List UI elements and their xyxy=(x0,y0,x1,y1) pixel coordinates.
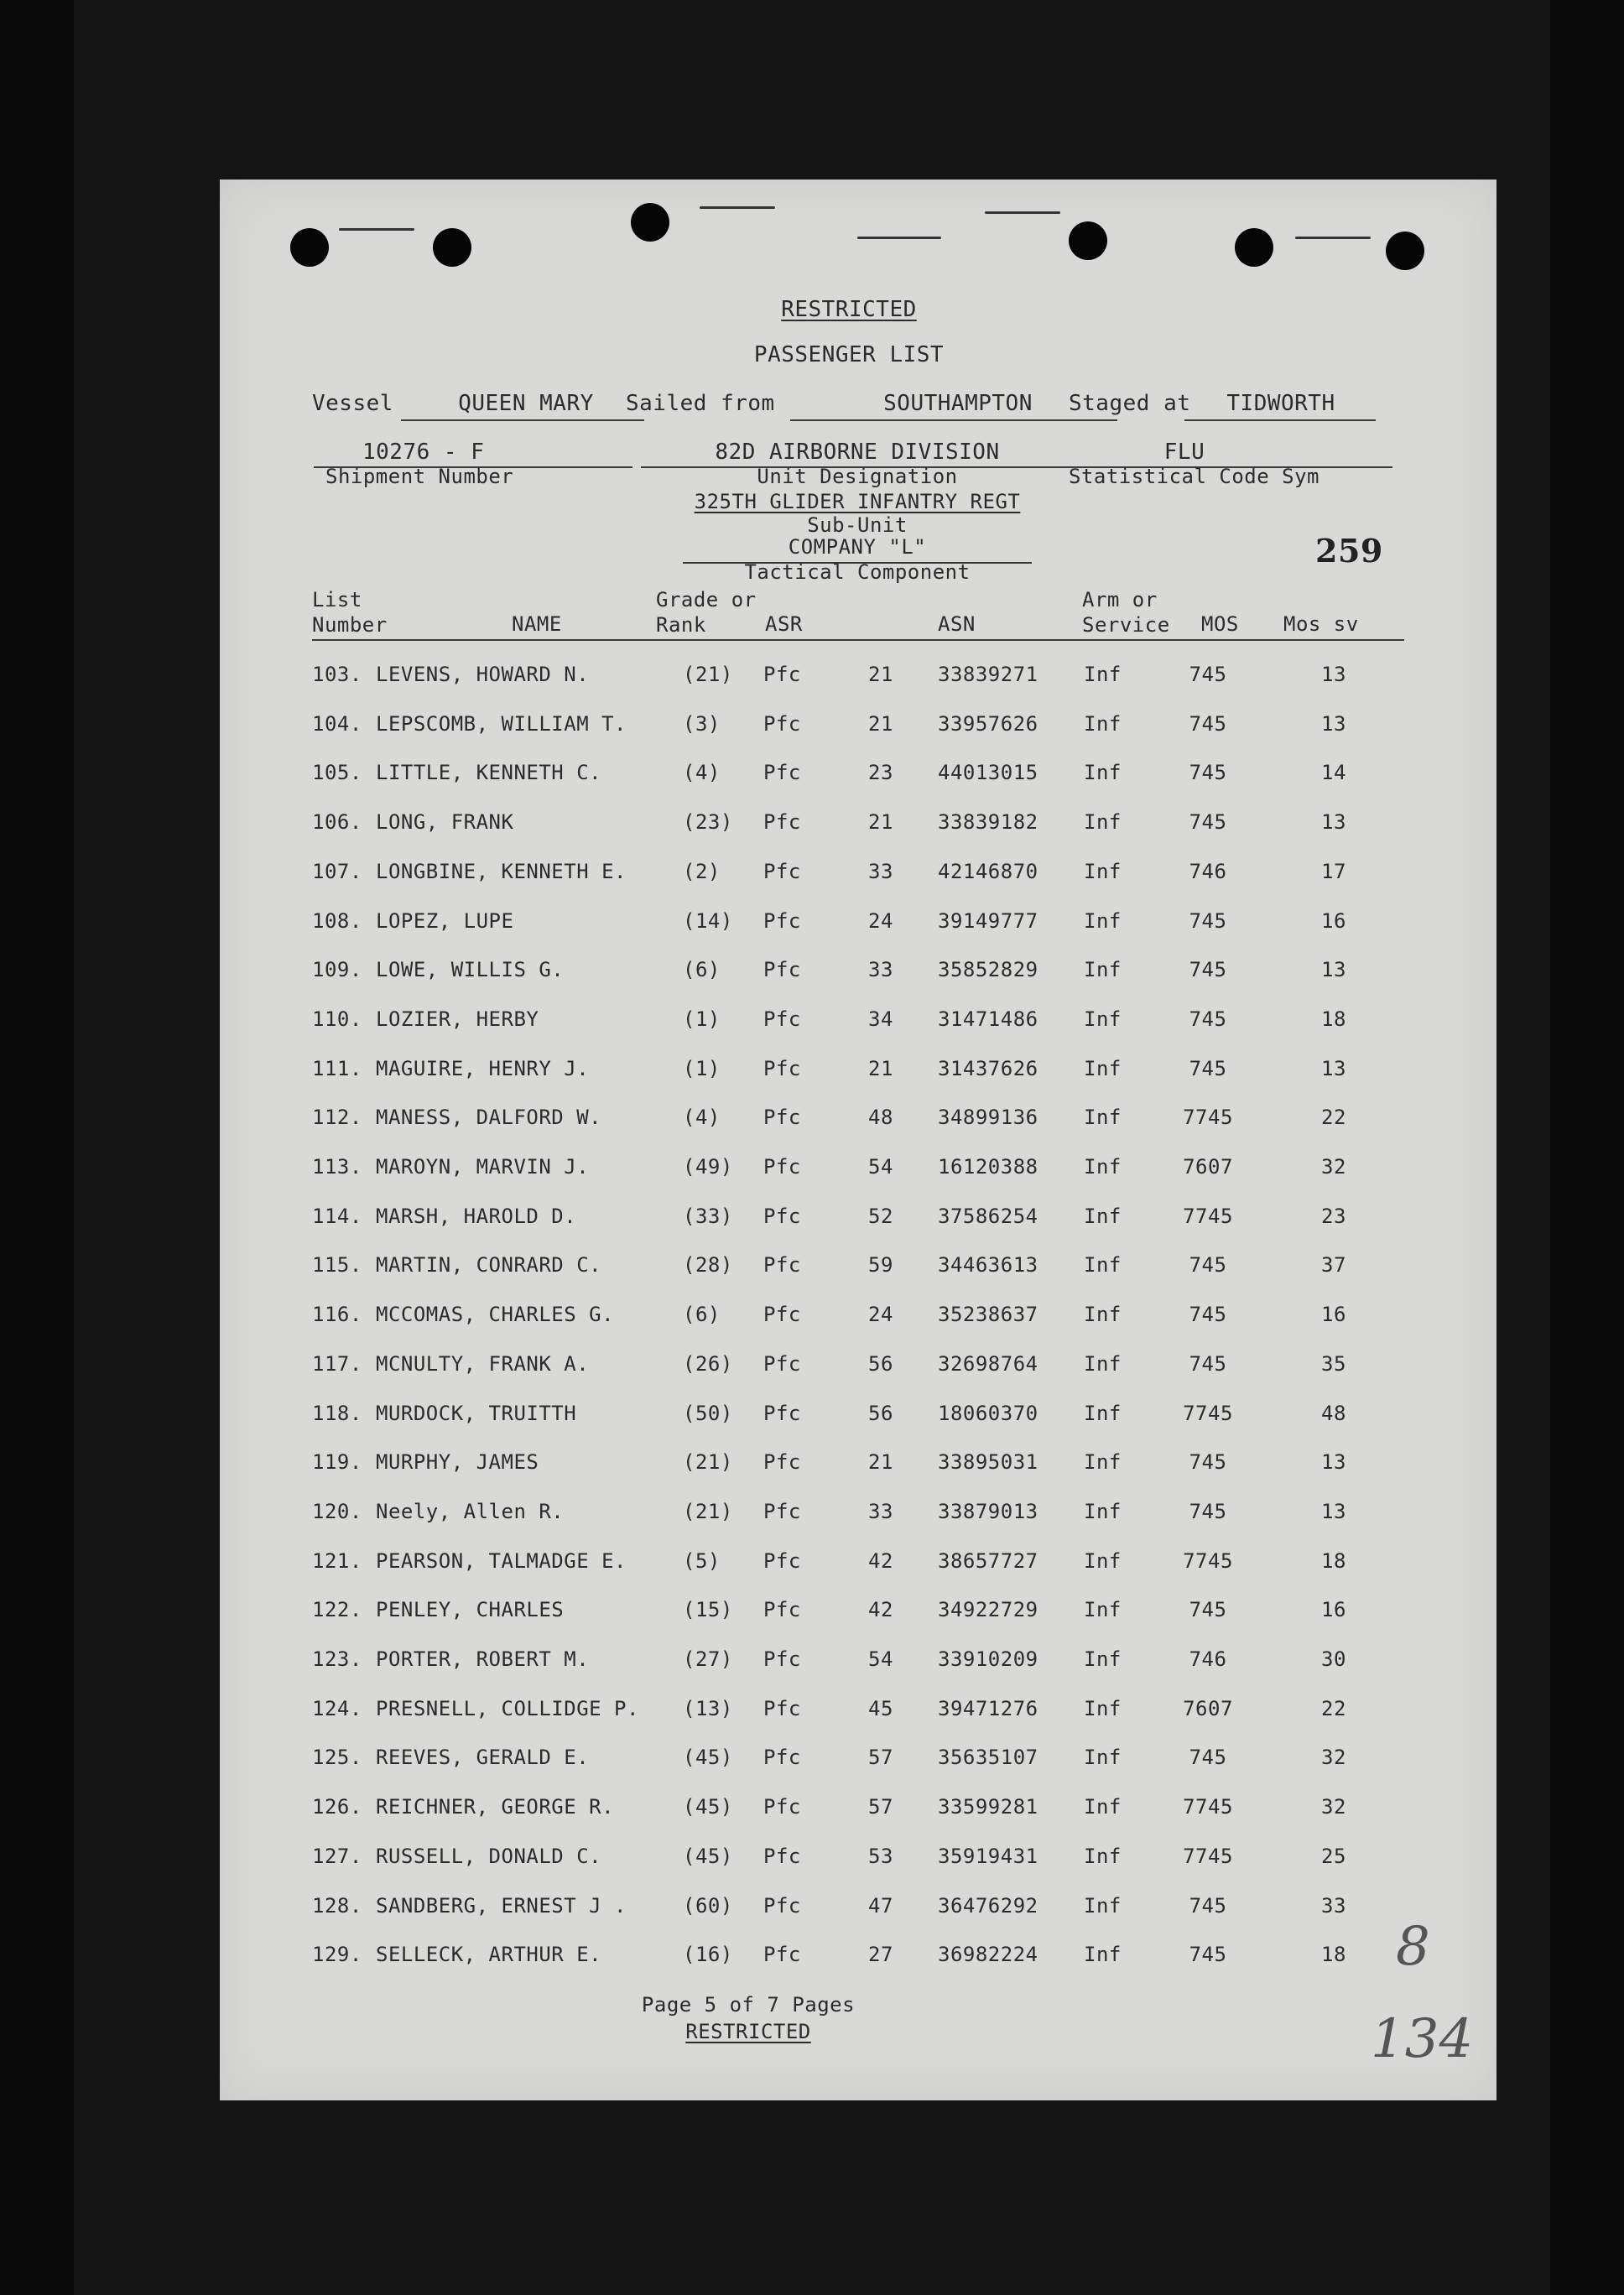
mos-sv: 37 xyxy=(1321,1253,1346,1278)
asn: 31471486 xyxy=(938,1007,1038,1031)
asr: 59 xyxy=(868,1253,893,1278)
arm: Inf xyxy=(1084,859,1122,883)
passenger-code: (2) xyxy=(683,859,721,883)
passenger-code: (6) xyxy=(683,958,721,982)
pen-mark xyxy=(857,237,941,239)
asr: 21 xyxy=(868,711,893,736)
grade: Pfc xyxy=(763,1844,801,1868)
mos: 746 xyxy=(1189,1647,1227,1671)
punch-hole xyxy=(631,203,669,242)
passenger-code: (16) xyxy=(683,1943,733,1967)
mos-sv: 13 xyxy=(1321,1499,1346,1523)
list-number: 117. xyxy=(312,1351,362,1376)
passenger-name: MAGUIRE, HENRY J. xyxy=(376,1056,590,1080)
mos: 745 xyxy=(1189,1893,1227,1918)
passenger-code: (27) xyxy=(683,1647,733,1671)
list-number: 105. xyxy=(312,761,362,785)
arm: Inf xyxy=(1084,1303,1122,1327)
list-number: 126. xyxy=(312,1795,362,1819)
grade: Pfc xyxy=(763,1401,801,1425)
grade: Pfc xyxy=(763,711,801,736)
mos: 7745 xyxy=(1183,1204,1233,1228)
list-number: 129. xyxy=(312,1943,362,1967)
list-number: 107. xyxy=(312,859,362,883)
asr: 34 xyxy=(868,1007,893,1031)
mos-sv: 13 xyxy=(1321,711,1346,736)
asr: 21 xyxy=(868,810,893,835)
list-number: 121. xyxy=(312,1548,362,1573)
vessel-label: Vessel xyxy=(312,391,393,416)
mos: 745 xyxy=(1189,711,1227,736)
arm: Inf xyxy=(1084,1893,1122,1918)
subunit-label: Sub-Unit xyxy=(807,513,908,537)
arm: Inf xyxy=(1084,1007,1122,1031)
asn: 35852829 xyxy=(938,958,1038,982)
list-number: 122. xyxy=(312,1598,362,1622)
mos: 745 xyxy=(1189,663,1227,686)
mos-sv: 16 xyxy=(1321,908,1346,933)
passenger-code: (60) xyxy=(683,1893,733,1918)
pen-mark xyxy=(339,228,414,231)
passenger-code: (21) xyxy=(683,1450,733,1475)
arm: Inf xyxy=(1084,1351,1122,1376)
grade: Pfc xyxy=(763,859,801,883)
mos-sv: 13 xyxy=(1321,958,1346,982)
asr: 52 xyxy=(868,1204,893,1228)
asr: 23 xyxy=(868,761,893,785)
asn: 44013015 xyxy=(938,761,1038,785)
asn: 33957626 xyxy=(938,711,1038,736)
asn: 34899136 xyxy=(938,1106,1038,1130)
asn: 33910209 xyxy=(938,1647,1038,1671)
passenger-code: (49) xyxy=(683,1155,733,1179)
punch-hole xyxy=(290,228,329,267)
mos: 7607 xyxy=(1183,1696,1233,1720)
passenger-name: PRESNELL, COLLIDGE P. xyxy=(376,1696,639,1720)
asr: 45 xyxy=(868,1696,893,1720)
passenger-code: (14) xyxy=(683,908,733,933)
mos: 7745 xyxy=(1183,1548,1233,1573)
pen-mark xyxy=(1295,237,1371,239)
grade: Pfc xyxy=(763,1795,801,1819)
passenger-name: REEVES, GERALD E. xyxy=(376,1746,590,1770)
arm: Inf xyxy=(1084,1844,1122,1868)
passenger-name: LONG, FRANK xyxy=(376,810,514,835)
asn: 38657727 xyxy=(938,1548,1038,1573)
grade: Pfc xyxy=(763,663,801,686)
mos-sv: 13 xyxy=(1321,1450,1346,1475)
punch-hole xyxy=(1069,221,1107,260)
passenger-name: LOZIER, HERBY xyxy=(376,1007,539,1031)
list-number: 109. xyxy=(312,958,362,982)
pen-mark xyxy=(985,211,1060,214)
arm: Inf xyxy=(1084,1696,1122,1720)
mos: 745 xyxy=(1189,761,1227,785)
pen-mark xyxy=(700,206,775,209)
asr: 53 xyxy=(868,1844,893,1868)
arm: Inf xyxy=(1084,1795,1122,1819)
list-number: 116. xyxy=(312,1303,362,1327)
page-stamp: 259 xyxy=(1315,532,1383,570)
mos-sv: 18 xyxy=(1321,1548,1346,1573)
mos: 7745 xyxy=(1183,1844,1233,1868)
arm: Inf xyxy=(1084,908,1122,933)
passenger-name: MARSH, HAROLD D. xyxy=(376,1204,577,1228)
grade: Pfc xyxy=(763,1155,801,1179)
arm: Inf xyxy=(1084,1548,1122,1573)
asr: 42 xyxy=(868,1548,893,1573)
passenger-code: (3) xyxy=(683,711,721,736)
asr: 54 xyxy=(868,1155,893,1179)
mos-sv: 23 xyxy=(1321,1204,1346,1228)
list-number: 125. xyxy=(312,1746,362,1770)
mos: 7745 xyxy=(1183,1795,1233,1819)
asr: 56 xyxy=(868,1351,893,1376)
grade: Pfc xyxy=(763,1696,801,1720)
col-list: List Number xyxy=(312,588,388,637)
list-number: 118. xyxy=(312,1401,362,1425)
passenger-code: (5) xyxy=(683,1548,721,1573)
arm: Inf xyxy=(1084,761,1122,785)
mos-sv: 13 xyxy=(1321,663,1346,686)
asn: 34922729 xyxy=(938,1598,1038,1622)
passenger-code: (26) xyxy=(683,1351,733,1376)
mos: 745 xyxy=(1189,1746,1227,1770)
col-arm: Arm or Service xyxy=(1082,588,1170,637)
passenger-name: MURPHY, JAMES xyxy=(376,1450,539,1475)
mos-sv: 25 xyxy=(1321,1844,1346,1868)
mos: 745 xyxy=(1189,908,1227,933)
mos: 745 xyxy=(1189,1253,1227,1278)
mos: 746 xyxy=(1189,859,1227,883)
passenger-code: (15) xyxy=(683,1598,733,1622)
passenger-name: MCNULTY, FRANK A. xyxy=(376,1351,590,1376)
tactical-label: Tactical Component xyxy=(744,560,971,584)
arm: Inf xyxy=(1084,1106,1122,1130)
passenger-name: LEVENS, HOWARD N. xyxy=(376,663,590,686)
list-number: 127. xyxy=(312,1844,362,1868)
mos: 745 xyxy=(1189,1351,1227,1376)
col-grade: Grade or Rank xyxy=(656,588,757,637)
grade: Pfc xyxy=(763,1943,801,1967)
mos-sv: 22 xyxy=(1321,1106,1346,1130)
mos-sv: 18 xyxy=(1321,1007,1346,1031)
grade: Pfc xyxy=(763,908,801,933)
asr: 33 xyxy=(868,1499,893,1523)
passenger-name: MARTIN, CONRARD C. xyxy=(376,1253,602,1278)
asn: 36476292 xyxy=(938,1893,1038,1918)
passenger-name: MANESS, DALFORD W. xyxy=(376,1106,602,1130)
staged-rule xyxy=(1184,419,1376,421)
mos-sv: 33 xyxy=(1321,1893,1346,1918)
staged-label: Staged at xyxy=(1069,391,1191,416)
mos-sv: 30 xyxy=(1321,1647,1346,1671)
passenger-code: (45) xyxy=(683,1795,733,1819)
asr: 57 xyxy=(868,1746,893,1770)
mos: 7745 xyxy=(1183,1401,1233,1425)
passenger-code: (45) xyxy=(683,1844,733,1868)
asn: 33879013 xyxy=(938,1499,1038,1523)
arm: Inf xyxy=(1084,711,1122,736)
punch-hole xyxy=(1386,232,1424,270)
list-number: 112. xyxy=(312,1106,362,1130)
asn: 32698764 xyxy=(938,1351,1038,1376)
division: 82D AIRBORNE DIVISION xyxy=(715,440,1000,465)
asn: 33839182 xyxy=(938,810,1038,835)
asn: 31437626 xyxy=(938,1056,1038,1080)
document-title: PASSENGER LIST xyxy=(753,342,945,367)
list-number: 103. xyxy=(312,663,362,686)
arm: Inf xyxy=(1084,1401,1122,1425)
asr: 27 xyxy=(868,1943,893,1967)
grade: Pfc xyxy=(763,1548,801,1573)
arm: Inf xyxy=(1084,1155,1122,1179)
grade: Pfc xyxy=(763,1746,801,1770)
grade: Pfc xyxy=(763,1007,801,1031)
mos: 745 xyxy=(1189,1007,1227,1031)
mos: 745 xyxy=(1189,1598,1227,1622)
grade: Pfc xyxy=(763,1253,801,1278)
list-number: 111. xyxy=(312,1056,362,1080)
grade: Pfc xyxy=(763,1106,801,1130)
arm: Inf xyxy=(1084,958,1122,982)
asr: 42 xyxy=(868,1598,893,1622)
asr: 56 xyxy=(868,1401,893,1425)
asn: 33839271 xyxy=(938,663,1038,686)
list-number: 120. xyxy=(312,1499,362,1523)
vessel-rule xyxy=(401,419,644,421)
passenger-name: REICHNER, GEORGE R. xyxy=(376,1795,615,1819)
asn: 33895031 xyxy=(938,1450,1038,1475)
restricted-footer: RESTRICTED xyxy=(685,2020,811,2043)
passenger-code: (21) xyxy=(683,1499,733,1523)
punch-hole xyxy=(1235,228,1273,267)
staged-value: TIDWORTH xyxy=(1226,391,1335,416)
arm: Inf xyxy=(1084,1204,1122,1228)
passenger-name: LEPSCOMB, WILLIAM T. xyxy=(376,711,627,736)
asr: 24 xyxy=(868,1303,893,1327)
asr: 21 xyxy=(868,1056,893,1080)
arm: Inf xyxy=(1084,1056,1122,1080)
list-number: 115. xyxy=(312,1253,362,1278)
grade: Pfc xyxy=(763,1647,801,1671)
grade: Pfc xyxy=(763,1204,801,1228)
passenger-code: (1) xyxy=(683,1056,721,1080)
handwritten-mark: 134 xyxy=(1371,2008,1474,2070)
grade: Pfc xyxy=(763,1056,801,1080)
passenger-name: SELLECK, ARTHUR E. xyxy=(376,1943,602,1967)
list-number: 114. xyxy=(312,1204,362,1228)
asn: 35919431 xyxy=(938,1844,1038,1868)
mos-sv: 32 xyxy=(1321,1155,1346,1179)
passenger-name: MURDOCK, TRUITTH xyxy=(376,1401,577,1425)
grade: Pfc xyxy=(763,1351,801,1376)
arm: Inf xyxy=(1084,663,1122,686)
company: COMPANY "L" xyxy=(788,535,927,559)
arm: Inf xyxy=(1084,810,1122,835)
col-mos-sv: Mos sv xyxy=(1283,612,1359,636)
arm: Inf xyxy=(1084,1253,1122,1278)
shipment-label: Shipment Number xyxy=(325,465,514,488)
arm: Inf xyxy=(1084,1943,1122,1967)
passenger-name: LOWE, WILLIS G. xyxy=(376,958,565,982)
list-number: 128. xyxy=(312,1893,362,1918)
asr: 33 xyxy=(868,859,893,883)
col-name: NAME xyxy=(512,612,562,636)
grade: Pfc xyxy=(763,761,801,785)
passenger-code: (1) xyxy=(683,1007,721,1031)
code-sym: FLU xyxy=(1163,440,1205,465)
mos-sv: 14 xyxy=(1321,761,1346,785)
code-label: Statistical Code Sym xyxy=(1069,465,1320,488)
asr: 54 xyxy=(868,1647,893,1671)
asn: 36982224 xyxy=(938,1943,1038,1967)
passenger-name: LOPEZ, LUPE xyxy=(376,908,514,933)
mos-sv: 13 xyxy=(1321,1056,1346,1080)
passenger-code: (28) xyxy=(683,1253,733,1278)
page-number: Page 5 of 7 Pages xyxy=(641,1993,856,2017)
mos: 7607 xyxy=(1183,1155,1233,1179)
sailed-rule xyxy=(790,419,1117,421)
arm: Inf xyxy=(1084,1499,1122,1523)
list-number: 110. xyxy=(312,1007,362,1031)
col-asr: ASR xyxy=(765,612,803,636)
passenger-name: PENLEY, CHARLES xyxy=(376,1598,565,1622)
grade: Pfc xyxy=(763,1893,801,1918)
mos-sv: 18 xyxy=(1321,1943,1346,1967)
asr: 47 xyxy=(868,1893,893,1918)
mos: 745 xyxy=(1189,1450,1227,1475)
mos: 745 xyxy=(1189,1056,1227,1080)
shipment-number: 10276 - F xyxy=(362,440,485,465)
passenger-code: (33) xyxy=(683,1204,733,1228)
mos-sv: 16 xyxy=(1321,1598,1346,1622)
mos-sv: 13 xyxy=(1321,810,1346,835)
passenger-code: (23) xyxy=(683,810,733,835)
list-number: 104. xyxy=(312,711,362,736)
list-number: 123. xyxy=(312,1647,362,1671)
mos: 745 xyxy=(1189,810,1227,835)
asr: 57 xyxy=(868,1795,893,1819)
arm: Inf xyxy=(1084,1450,1122,1475)
passenger-code: (50) xyxy=(683,1401,733,1425)
passenger-name: LONGBINE, KENNETH E. xyxy=(376,859,627,883)
passenger-code: (45) xyxy=(683,1746,733,1770)
asn: 39149777 xyxy=(938,908,1038,933)
mos-sv: 48 xyxy=(1321,1401,1346,1425)
passenger-name: RUSSELL, DONALD C. xyxy=(376,1844,602,1868)
list-number: 106. xyxy=(312,810,362,835)
asn: 35635107 xyxy=(938,1746,1038,1770)
passenger-code: (21) xyxy=(683,663,733,686)
document-page xyxy=(220,180,1496,2100)
vessel-value: QUEEN MARY xyxy=(458,391,594,416)
mos: 745 xyxy=(1189,1943,1227,1967)
mos: 745 xyxy=(1189,1303,1227,1327)
asn: 39471276 xyxy=(938,1696,1038,1720)
mos: 7745 xyxy=(1183,1106,1233,1130)
punch-hole xyxy=(433,228,471,267)
passenger-name: LITTLE, KENNETH C. xyxy=(376,761,602,785)
regiment: 325TH GLIDER INFANTRY REGT xyxy=(694,490,1021,513)
mos-sv: 17 xyxy=(1321,859,1346,883)
arm: Inf xyxy=(1084,1598,1122,1622)
mos-sv: 16 xyxy=(1321,1303,1346,1327)
asr: 33 xyxy=(868,958,893,982)
passenger-name: Neely, Allen R. xyxy=(376,1499,565,1523)
grade: Pfc xyxy=(763,810,801,835)
sailed-value: SOUTHAMPTON xyxy=(883,391,1033,416)
passenger-code: (6) xyxy=(683,1303,721,1327)
passenger-name: PORTER, ROBERT M. xyxy=(376,1647,590,1671)
passenger-name: MAROYN, MARVIN J. xyxy=(376,1155,590,1179)
mos: 745 xyxy=(1189,958,1227,982)
list-number: 113. xyxy=(312,1155,362,1179)
passenger-code: (13) xyxy=(683,1696,733,1720)
asr: 21 xyxy=(868,1450,893,1475)
asn: 35238637 xyxy=(938,1303,1038,1327)
grade: Pfc xyxy=(763,1499,801,1523)
mos-sv: 32 xyxy=(1321,1746,1346,1770)
list-number: 124. xyxy=(312,1696,362,1720)
mos-sv: 35 xyxy=(1321,1351,1346,1376)
asr: 24 xyxy=(868,908,893,933)
passenger-name: MCCOMAS, CHARLES G. xyxy=(376,1303,615,1327)
grade: Pfc xyxy=(763,958,801,982)
passenger-name: PEARSON, TALMADGE E. xyxy=(376,1548,627,1573)
header-rule xyxy=(312,639,1404,641)
asn: 37586254 xyxy=(938,1204,1038,1228)
unit-label: Unit Designation xyxy=(757,465,958,488)
asn: 16120388 xyxy=(938,1155,1038,1179)
asn: 18060370 xyxy=(938,1401,1038,1425)
mos: 745 xyxy=(1189,1499,1227,1523)
passenger-code: (4) xyxy=(683,761,721,785)
asr: 48 xyxy=(868,1106,893,1130)
sailed-label: Sailed from xyxy=(626,391,775,416)
grade: Pfc xyxy=(763,1450,801,1475)
mos-sv: 22 xyxy=(1321,1696,1346,1720)
col-mos: MOS xyxy=(1201,612,1239,636)
asr: 21 xyxy=(868,663,893,686)
arm: Inf xyxy=(1084,1647,1122,1671)
asn: 42146870 xyxy=(938,859,1038,883)
asn: 33599281 xyxy=(938,1795,1038,1819)
passenger-name: SANDBERG, ERNEST J . xyxy=(376,1893,627,1918)
arm: Inf xyxy=(1084,1746,1122,1770)
passenger-code: (4) xyxy=(683,1106,721,1130)
handwritten-mark: 8 xyxy=(1396,1916,1430,1978)
col-asn: ASN xyxy=(938,612,976,636)
list-number: 119. xyxy=(312,1450,362,1475)
mos-sv: 32 xyxy=(1321,1795,1346,1819)
asn: 34463613 xyxy=(938,1253,1038,1278)
grade: Pfc xyxy=(763,1598,801,1622)
list-number: 108. xyxy=(312,908,362,933)
restricted-header: RESTRICTED xyxy=(781,297,917,322)
grade: Pfc xyxy=(763,1303,801,1327)
